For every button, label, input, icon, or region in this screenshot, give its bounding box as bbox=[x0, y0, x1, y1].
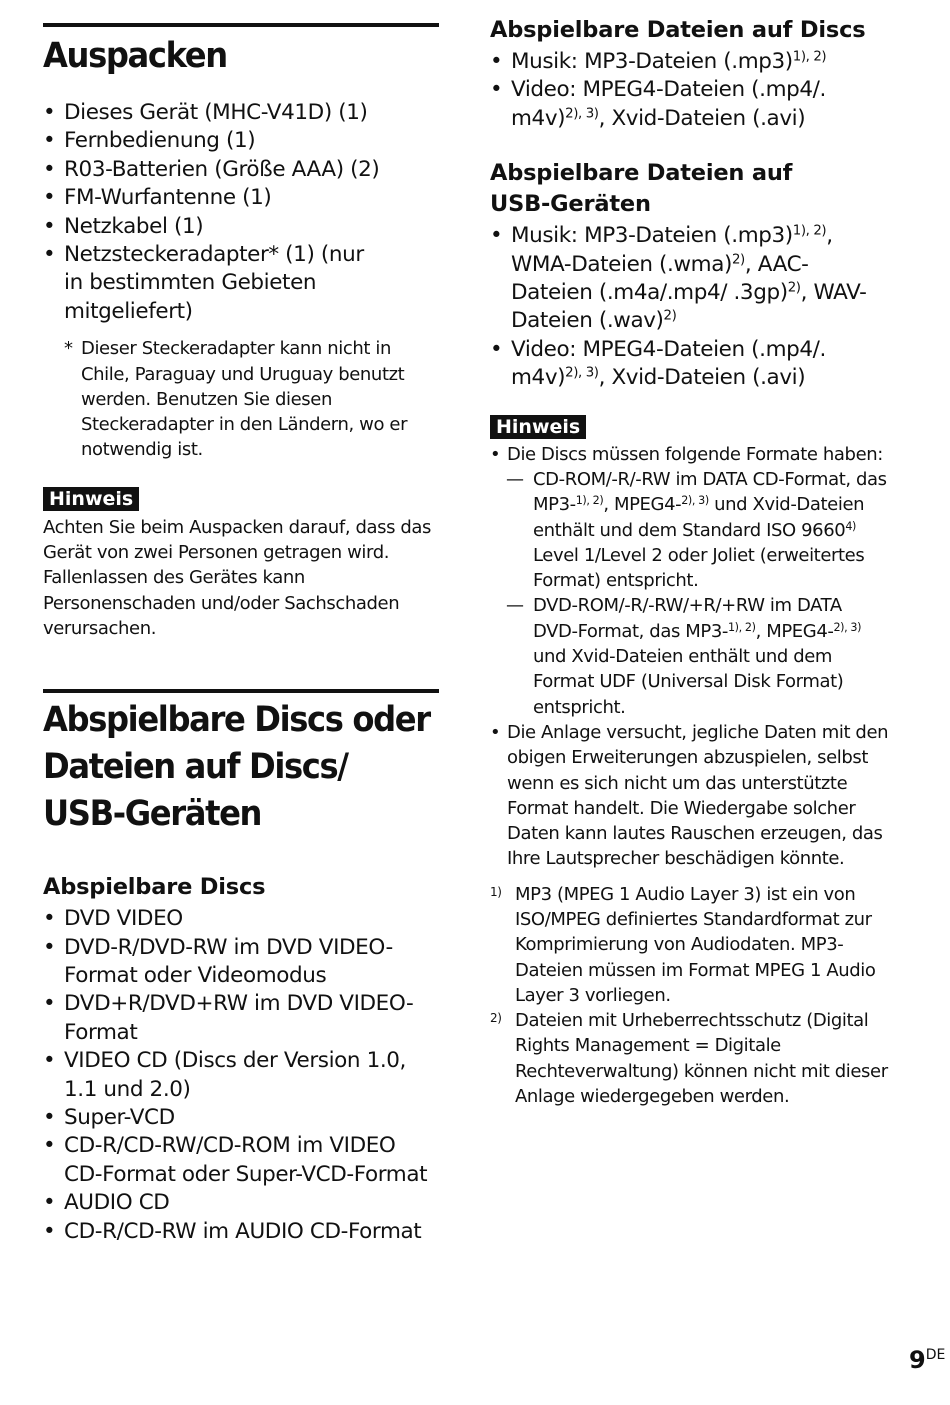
item-text: und Xvid-Dateien enthält und dem Standard ISO 9660 bbox=[533, 494, 865, 541]
format-sublist bbox=[507, 467, 890, 720]
footnote-ref: 1), 2) bbox=[727, 620, 756, 634]
list-item bbox=[507, 467, 890, 593]
section-rule bbox=[43, 689, 439, 693]
footnote-ref: 2), 3) bbox=[833, 620, 862, 634]
list-item: • FM-Wurfantenne (1) bbox=[43, 184, 439, 212]
list-item bbox=[490, 336, 890, 393]
footnotes bbox=[490, 882, 890, 1110]
footnote-text: Dateien mit Urheberrechtsschutz (Digital Rights Management = Digitale Rechteverwaltung) können nicht mit dieser Anlage wiedergegeben werden. bbox=[515, 1010, 888, 1108]
hint-badge: Hinweis bbox=[43, 487, 139, 511]
item-text: , WAV-Dateien (.wav) bbox=[511, 280, 867, 334]
list-item: • DVD+R/DVD+RW im DVD VIDEO-Format bbox=[43, 990, 439, 1047]
list-item: • DVD VIDEO bbox=[43, 905, 439, 933]
item-text: , AAC-Dateien (.m4a/.mp4/ .3gp) bbox=[511, 251, 809, 306]
list-item: • Netzkabel (1) bbox=[43, 213, 439, 241]
item-text: DVD-ROM/-R/-RW/+R/+RW im DATA DVD-Format, das MP3- bbox=[533, 595, 842, 642]
list-item: • DVD-R/DVD-RW im DVD VIDEO-Format oder Videomodus bbox=[43, 934, 439, 991]
item-text: CD-ROM/-R/-RW im DATA CD-Format, das MP3- bbox=[533, 468, 887, 516]
list-item bbox=[490, 442, 890, 720]
item-text: , Xvid-Dateien (.avi) bbox=[598, 365, 806, 391]
page-number bbox=[909, 1346, 945, 1374]
section-title-abspielbar: Abspielbare Discs oder Dateien auf Discs/ USB-Geräten bbox=[43, 700, 430, 835]
item-text: und Xvid-Dateien enthält und dem Format UDF (Universal Disk Format) entspricht. bbox=[533, 646, 844, 718]
footnote bbox=[490, 1008, 890, 1109]
files-usb-list bbox=[490, 222, 890, 392]
list-item: • R03-Batterien (Größe AAA) (2) bbox=[43, 156, 439, 184]
asterisk-note-text: Dieser Steckeradapter kann nicht in Chile, Paraguay und Uruguay benutzt werden. Benutzen Sie diesen Steckeradapter in den Ländern, wo er notwendig ist. bbox=[81, 338, 408, 461]
footnote-ref: 2) bbox=[787, 280, 801, 296]
footnote-ref: 1), 2) bbox=[792, 49, 827, 65]
list-item: • Fernbedienung (1) bbox=[43, 127, 439, 155]
discs-list bbox=[43, 905, 439, 1246]
list-item: • AUDIO CD bbox=[43, 1189, 439, 1217]
page-language-code: DE bbox=[925, 1347, 946, 1363]
item-text: Level 1/Level 2 oder Joliet (erweitertes Format) entspricht. bbox=[533, 544, 865, 592]
page-number-value: 9 bbox=[909, 1346, 926, 1374]
subheading-discs: Abspielbare Discs bbox=[43, 874, 266, 901]
list-item bbox=[490, 48, 890, 76]
footnote bbox=[490, 882, 890, 1008]
list-item bbox=[507, 593, 890, 719]
subheading-files-discs: Abspielbare Dateien auf Discs bbox=[490, 17, 866, 43]
footnote-text: MP3 (MPEG 1 Audio Layer 3) ist ein von ISO/MPEG definiertes Standardformat zur Komprimierung von Audiodaten. MP3-Dateien müssen im Format MPEG 1 Audio Layer 3 vorliegen. bbox=[515, 883, 876, 1006]
list-item: • Super-VCD bbox=[43, 1104, 439, 1132]
item-text: , Xvid-Dateien (.avi) bbox=[598, 105, 806, 131]
item-text: Video: MPEG4-Dateien (.mp4/. m4v) bbox=[511, 336, 826, 391]
asterisk-note bbox=[43, 336, 439, 462]
item-text: , MPEG4- bbox=[755, 620, 834, 642]
list-item: • VIDEO CD (Discs der Version 1.0, 1.1 und 2.0) bbox=[43, 1047, 439, 1104]
subheading-files-usb: Abspielbare Dateien auf USB-Geräten bbox=[490, 160, 793, 218]
footnote-ref: 1), 2) bbox=[792, 223, 827, 239]
item-text: , WMA-Dateien (.wma) bbox=[511, 223, 833, 277]
footnote-ref: 2), 3) bbox=[565, 365, 599, 381]
footnote-ref: 4) bbox=[845, 519, 856, 533]
list-item: • CD-R/CD-RW im AUDIO CD-Format bbox=[43, 1218, 439, 1246]
item-text: , MPEG4- bbox=[603, 494, 682, 516]
item-text: Musik: MP3-Dateien (.mp3) bbox=[511, 49, 793, 74]
list-item bbox=[490, 76, 890, 133]
section-rule bbox=[43, 23, 439, 27]
left-column bbox=[43, 0, 439, 1246]
hint-list bbox=[490, 442, 890, 872]
item-text: Video: MPEG4-Dateien (.mp4/. m4v) bbox=[511, 77, 826, 131]
hint-text: Achten Sie beim Auspacken darauf, dass das Gerät von zwei Personen getragen wird. Fallenlassen des Gerätes kann Personenschaden und/oder Sachschaden verursachen. bbox=[43, 516, 432, 639]
list-item: • Dieses Gerät (MHC-V41D) (1) bbox=[43, 99, 439, 127]
footnote-ref: 2), 3) bbox=[565, 106, 599, 122]
hint-badge: Hinweis bbox=[490, 415, 586, 439]
footnote-ref: 2) bbox=[663, 309, 677, 325]
list-item bbox=[490, 222, 890, 336]
footnote-mark: 1) bbox=[490, 884, 502, 899]
files-discs-list bbox=[490, 48, 890, 133]
footnote-ref: 1), 2) bbox=[575, 494, 604, 508]
package-contents-list bbox=[43, 99, 439, 326]
asterisk-mark: * bbox=[64, 338, 73, 360]
item-text: Musik: MP3-Dateien (.mp3) bbox=[511, 223, 793, 249]
list-item: • CD-R/CD-RW/CD-ROM im VIDEO CD-Format oder Super-VCD-Format bbox=[43, 1132, 439, 1189]
footnote-ref: 2) bbox=[731, 252, 745, 268]
list-item: • Die Anlage versucht, jegliche Daten mit den obigen Erweiterungen abzuspielen, selbst wenn es sich nicht um das unterstützte Format handelt. Die Wiedergabe solcher Daten kann lautes Rauschen erzeugen, das Ihre Lautsprecher beschädigen könnte. bbox=[490, 720, 890, 872]
section-title-auspacken: Auspacken bbox=[43, 36, 227, 76]
right-column bbox=[490, 0, 890, 1109]
footnote-mark: 2) bbox=[490, 1011, 502, 1026]
list-item: • Netzsteckeradapter* (1) (nur in bestimmten Gebieten mitgeliefert) bbox=[43, 241, 439, 326]
footnote-ref: 2), 3) bbox=[681, 494, 709, 508]
item-text: Die Discs müssen folgende Formate haben: bbox=[507, 443, 883, 465]
